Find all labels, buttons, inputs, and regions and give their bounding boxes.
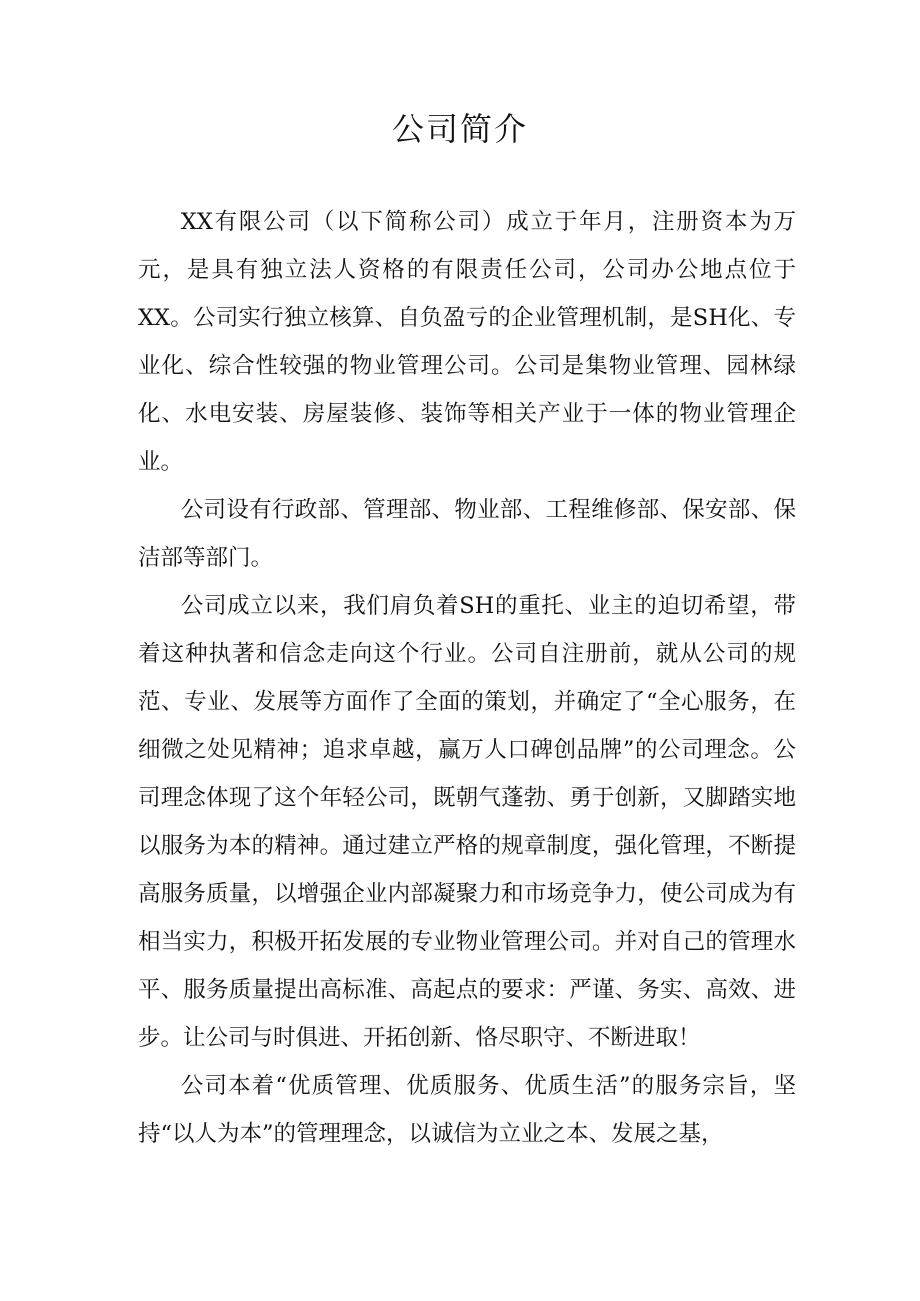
paragraph-service-tenet: 公司本着“优质管理、优质服务、优质生活”的服务宗旨，坚持“以人为本”的管理理念，以诚信为立业之本、发展之基， (138, 1073, 796, 1147)
document-body (138, 198, 796, 1158)
paragraph-company-philosophy: 公司成立以来，我们肩负着SH的重托、业主的迫切希望，带着这种执著和信念走向这个行业。公司自注册前，就从公司的规范、专业、发展等方面作了全面的策划，并确定了“全心服务，在细微之处见精神；追求卓越，赢万人口碑创品牌”的公司理念。公司理念体现了这个年轻公司，既朝气蓬勃、勇于创新，又脚踏实地以服务为本的精神。通过建立严格的规章制度，强化管理，不断提高服务质量，以增强企业内部凝聚力和市场竞争力，使公司成为有相当实力，积极开拓发展的专业物业管理公司。并对自己的管理水平、服务质量提出高标准、高起点的要求：严谨、务实、高效、进步。让公司与时俱进、开拓创新、恪尽职守、不断进取！ (138, 593, 796, 1051)
paragraph-departments: 公司设有行政部、管理部、物业部、工程维修部、保安部、保洁部等部门。 (138, 497, 796, 571)
document-title: 公司简介 (391, 110, 528, 148)
paragraph-company-overview: XX有限公司（以下简称公司）成立于年月，注册资本为万元，是具有独立法人资格的有限责任公司，公司办公地点位于XX。公司实行独立核算、自负盈亏的企业管理机制，是SH化、专业化、综合性较强的物业管理公司。公司是集物业管理、园林绿化、水电安装、房屋装修、装饰等相关产业于一体的物业管理企业。 (138, 209, 796, 475)
